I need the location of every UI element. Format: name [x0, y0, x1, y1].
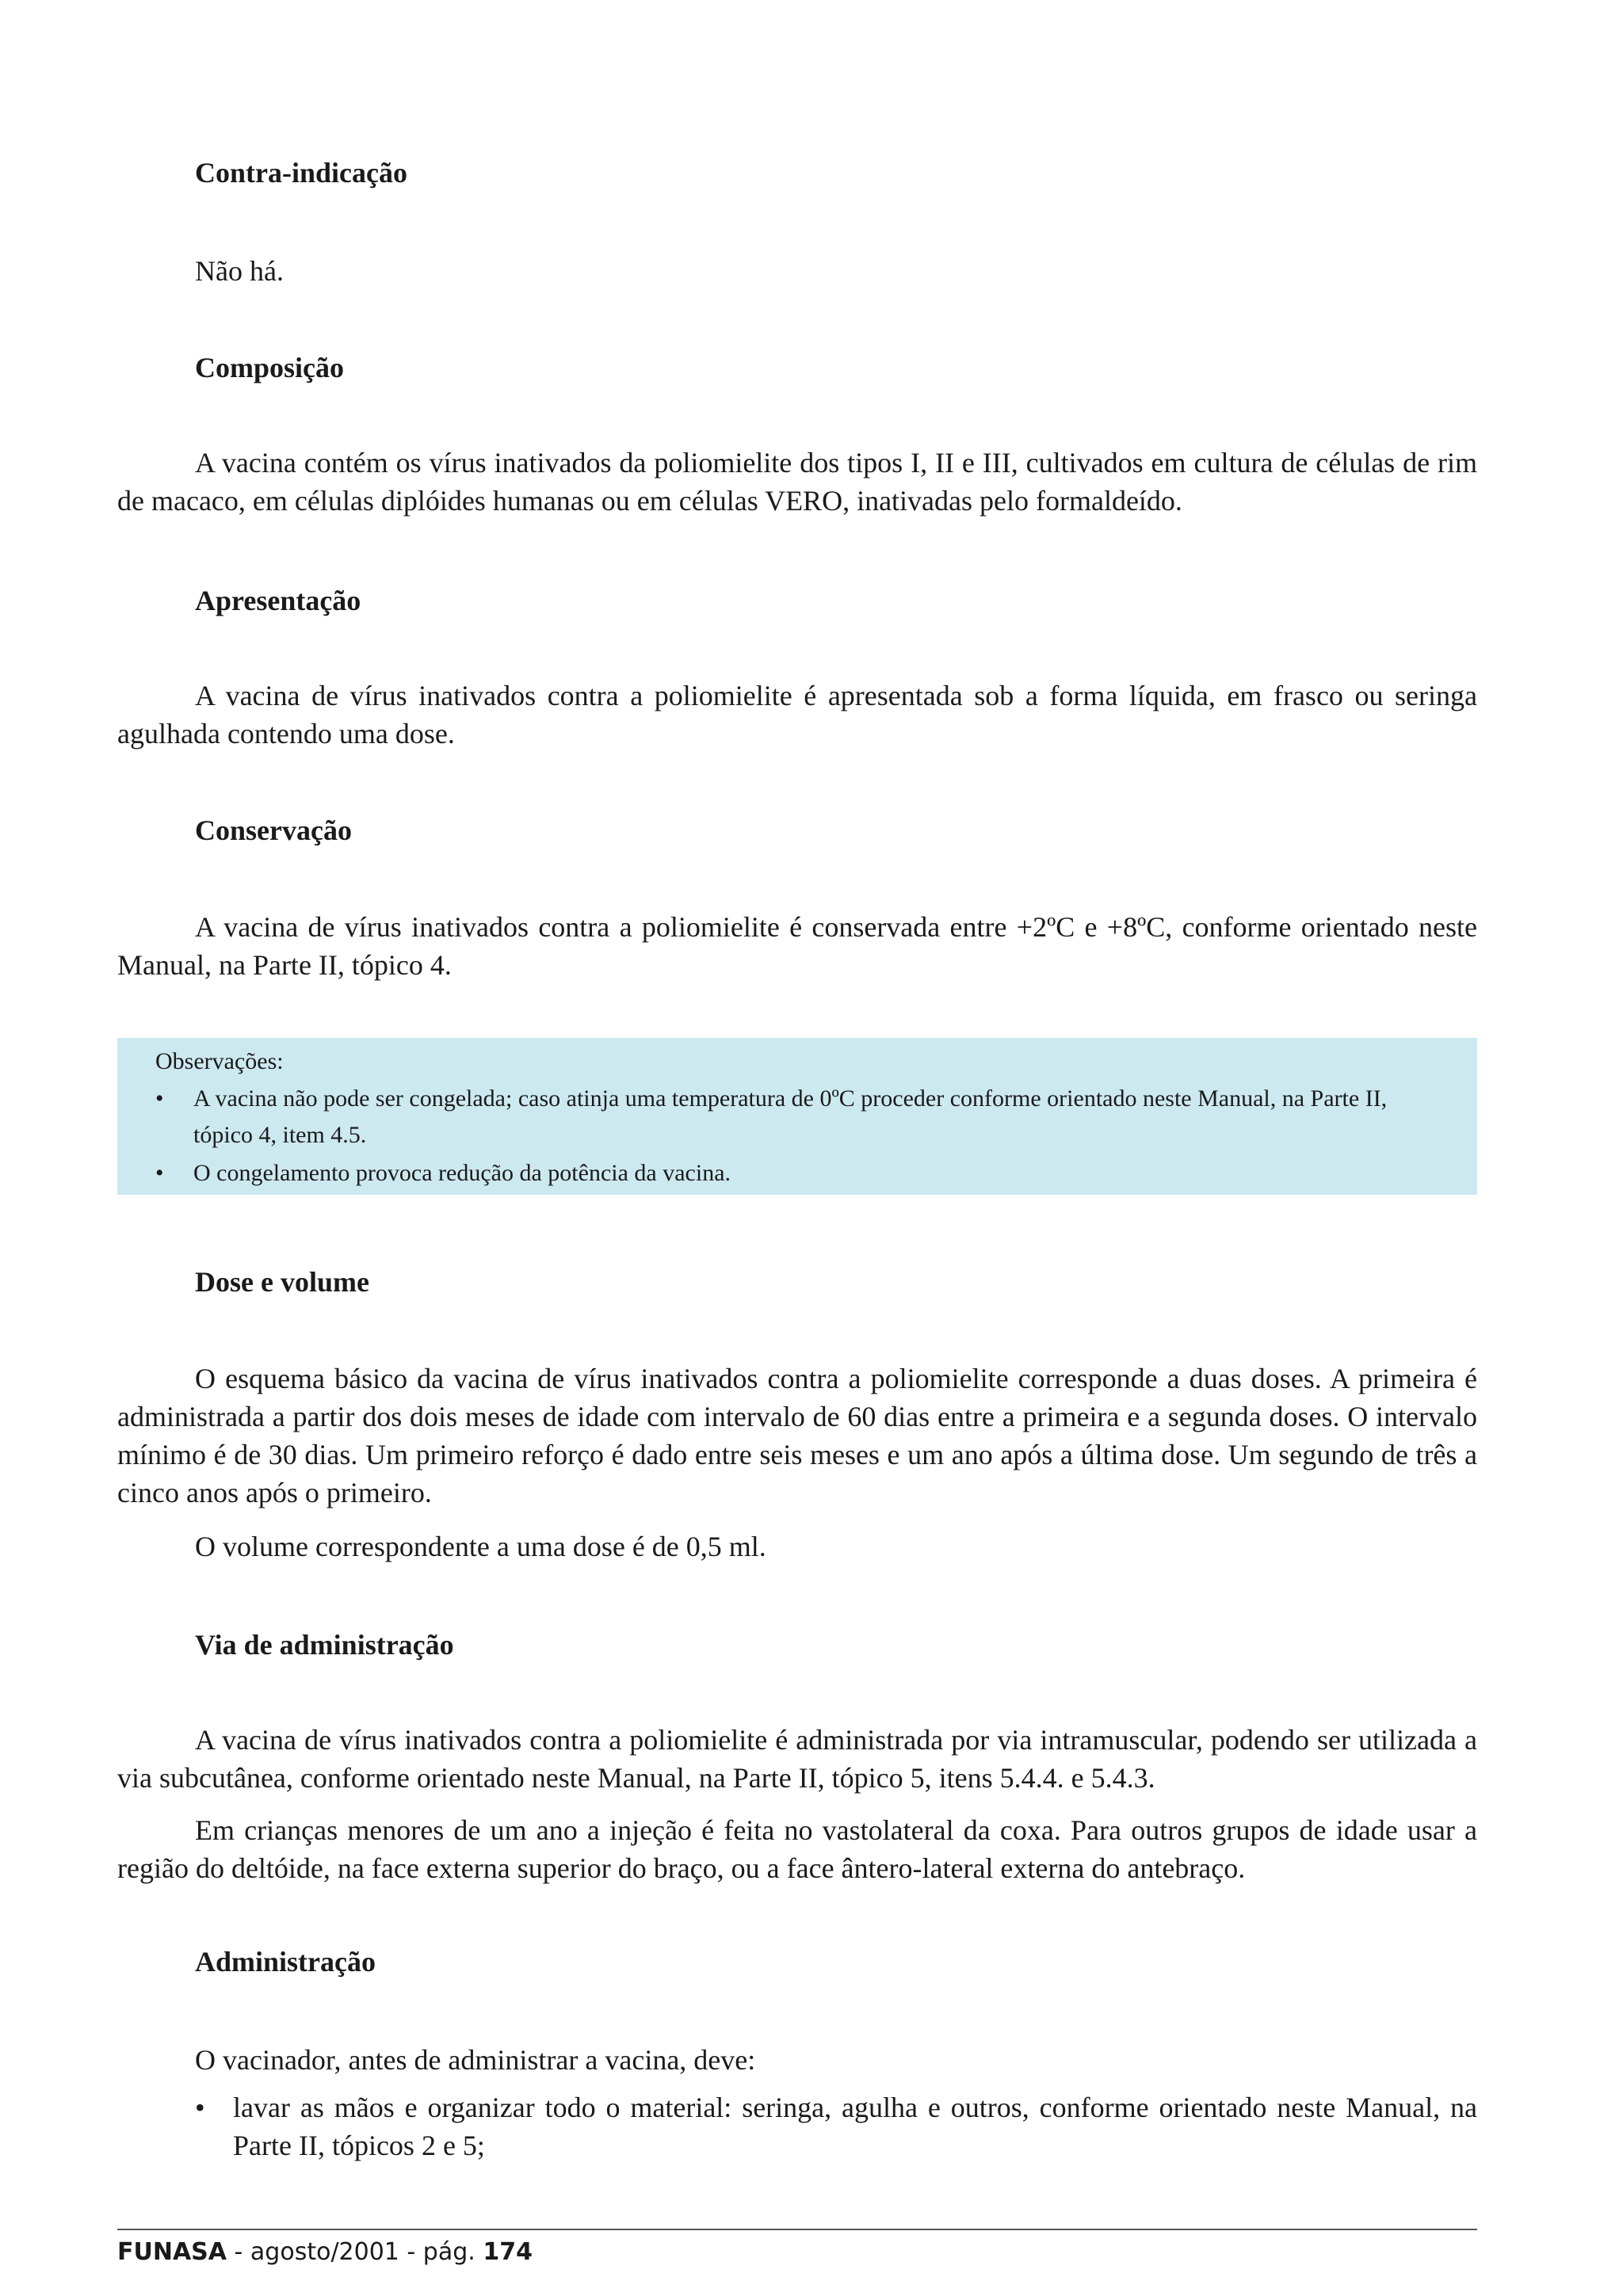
- bullet-icon: •: [155, 1160, 164, 1186]
- footer-divider: [117, 2229, 1477, 2230]
- observations-box: [117, 1038, 1477, 1195]
- bullet-icon: •: [155, 1085, 164, 1112]
- observation-item: [155, 1155, 1439, 1192]
- heading-composicao: Composição: [195, 352, 344, 383]
- paragraph-apresentacao: A vacina de vírus inativados contra a poliomielite é apresentada sob a forma líquida, em frasco ou seringa agulhada contendo uma dose.: [117, 680, 1477, 749]
- paragraph-via-2: Em crianças menores de um ano a injeção é feita no vastolateral da coxa. Para outros grupos de idade usar a região do deltóide, na face externa superior do braço, ou a face ântero-lateral externa do antebraço.: [117, 1814, 1477, 1884]
- page-footer: [117, 2237, 533, 2268]
- list-item: [195, 2088, 1477, 2164]
- heading-conservacao: Conservação: [195, 814, 352, 846]
- page-number: 174: [483, 2238, 533, 2266]
- observations-title: Observações:: [155, 1048, 284, 1074]
- paragraph-via-1: A vacina de vírus inativados contra a poliomielite é administrada por via intramuscular, podendo ser utilizada a via subcutânea, conforme orientado neste Manual, na Parte II, tópico 5, itens 5.4.4. e 5.4.3.: [117, 1724, 1477, 1794]
- observation-item: [155, 1081, 1439, 1154]
- paragraph-dose-1: O esquema básico da vacina de vírus inativados contra a poliomielite corresponde a duas doses. A primeira é administrada a partir dos dois meses de idade com intervalo de 60 dias entre a primeira e a segunda doses. O intervalo mínimo é de 30 dias. Um primeiro reforço é dado entre seis meses e um ano após a última dose. Um segundo de três a cinco anos após o primeiro.: [117, 1363, 1477, 1508]
- paragraph-administracao-intro: O vacinador, antes de administrar a vacina, deve:: [195, 2044, 756, 2076]
- heading-via-administracao: Via de administração: [195, 1629, 454, 1661]
- observation-text: O congelamento provoca redução da potência da vacina.: [193, 1160, 731, 1186]
- paragraph-composicao: A vacina contém os vírus inativados da poliomielite dos tipos I, II e III, cultivados em cultura de células de rim de macaco, em células diplóides humanas ou em células VERO, inativadas pelo formaldeído.: [117, 447, 1477, 517]
- heading-contra-indicacao: Contra-indicação: [195, 157, 407, 189]
- footer-brand: FUNASA: [117, 2238, 227, 2266]
- bullet-icon: •: [195, 2092, 205, 2123]
- list-item-text: lavar as mãos e organizar todo o material: seringa, agulha e outros, conforme orientado neste Manual, na Parte II, tópicos 2 e 5;: [233, 2092, 1477, 2161]
- heading-administracao: Administração: [195, 1946, 376, 1978]
- heading-apresentacao: Apresentação: [195, 585, 361, 616]
- footer-date: - agosto/2001 - pág.: [227, 2238, 483, 2266]
- observation-text: A vacina não pode ser congelada; caso atinja uma temperatura de 0ºC proceder conforme orientado neste Manual, na Parte II, tópico 4, item 4.5.: [193, 1085, 1388, 1148]
- paragraph-contra-indicacao: Não há.: [195, 255, 284, 287]
- heading-dose-volume: Dose e volume: [195, 1266, 369, 1298]
- paragraph-conservacao: A vacina de vírus inativados contra a poliomielite é conservada entre +2ºC e +8ºC, conforme orientado neste Manual, na Parte II, tópico 4.: [117, 911, 1477, 981]
- paragraph-dose-2: O volume correspondente a uma dose é de 0,5 ml.: [195, 1531, 766, 1562]
